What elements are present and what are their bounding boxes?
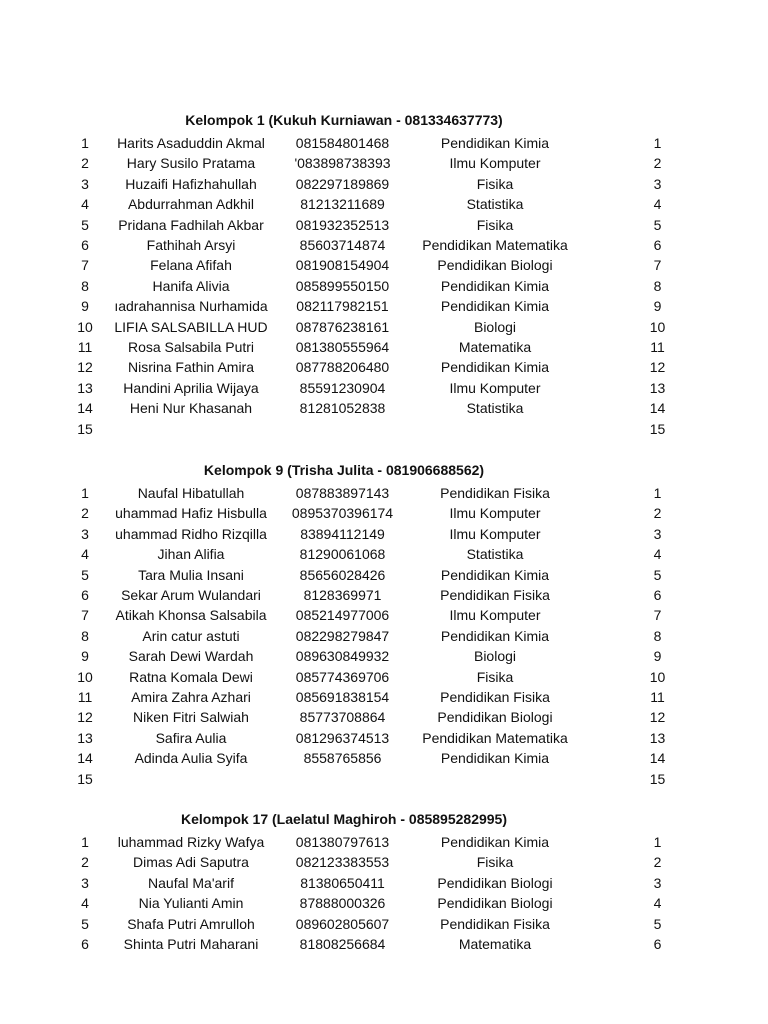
phone-number (280, 419, 405, 439)
row-index: 11 (650, 339, 665, 355)
row-index: 4 (653, 895, 662, 912)
row-number: 7 (81, 257, 89, 274)
table-row (0, 276, 768, 296)
member-name: Heni Nur Khasanah (129, 400, 253, 417)
table-row (0, 153, 768, 173)
row-index: 10 (649, 318, 666, 335)
study-program: Pendidikan Kimia (440, 627, 550, 644)
study-program: Fisika (476, 216, 514, 233)
table-row (0, 255, 768, 275)
member-name: Harits Asaduddin Akmal (117, 135, 265, 151)
phone-number: 85591230904 (299, 379, 386, 396)
phone-number: 087883897143 (295, 485, 390, 501)
study-program: Ilmu Komputer (449, 379, 541, 396)
group-title: Kelompok 1 (Kukuh Kurniawan - 081334637773) (185, 112, 503, 128)
table-row (0, 646, 768, 666)
table-row (0, 357, 768, 377)
study-program: Pendidikan Kimia (440, 298, 550, 315)
row-index: 2 (653, 505, 662, 522)
row-number: 1 (81, 135, 89, 151)
row-index: 3 (653, 525, 662, 542)
table-row (0, 378, 768, 398)
member-name: Rosa Salsabila Putri (127, 339, 255, 355)
member-name (108, 769, 274, 789)
row-index: 11 (650, 689, 665, 705)
phone-number: 087788206480 (295, 359, 390, 376)
study-program: Matematika (458, 339, 532, 355)
table-row (0, 194, 768, 214)
row-index: 9 (653, 648, 662, 665)
table-row (0, 133, 768, 153)
study-program: Pendidikan Kimia (440, 277, 550, 294)
table-row (0, 174, 768, 194)
study-program: Ilmu Komputer (449, 607, 541, 624)
phone-number: 085899550150 (295, 277, 390, 294)
study-program: Fisika (476, 668, 514, 685)
phone-number: 082123383553 (295, 854, 390, 871)
member-name: Huzaifi Hafizhahullah (125, 175, 257, 192)
row-index: 4 (653, 196, 662, 213)
phone-number: 81808256684 (299, 936, 386, 952)
table-row (0, 893, 768, 913)
row-number: 1 (81, 834, 89, 850)
table-row (0, 626, 768, 646)
member-name: Safira Aulia (155, 729, 227, 746)
phone-number: 0895370396174 (291, 505, 394, 522)
phone-number: 85656028426 (299, 566, 386, 583)
phone-number: 8558765856 (303, 750, 382, 767)
row-number: 2 (81, 155, 89, 172)
group-title: Kelompok 17 (Laelatul Maghiroh - 085895282995) (180, 811, 507, 827)
row-number: 15 (77, 770, 93, 787)
phone-number: 87888000326 (299, 895, 386, 912)
row-number: 14 (77, 400, 93, 417)
member-name: Niken Fitri Salwiah (133, 709, 249, 726)
row-number: 2 (81, 505, 89, 522)
table-row (0, 852, 768, 872)
table-row (0, 215, 768, 235)
phone-number: 087876238161 (295, 318, 390, 335)
study-program: Statistika (466, 546, 524, 563)
member-name: Atikah Khonsa Salsabila (115, 607, 267, 624)
table-row (0, 337, 768, 357)
row-number: 3 (81, 525, 89, 542)
member-name: Nia Yulianti Amin (138, 895, 244, 912)
member-name: Felana Afifah (150, 257, 232, 274)
member-name: Jihan Alifia (157, 546, 225, 563)
phone-number: 089602805607 (295, 915, 390, 932)
row-index: 7 (653, 257, 662, 274)
study-program: Matematika (458, 936, 532, 952)
phone-number: 8128369971 (303, 587, 382, 603)
table-row (0, 503, 768, 523)
member-name: uhammad Hafiz Hisbulla (115, 505, 267, 522)
member-name: Pridana Fadhilah Akbar (118, 216, 264, 233)
row-number: 2 (81, 854, 89, 871)
table-row (0, 832, 768, 852)
group-title: Kelompok 9 (Trisha Julita - 081906688562) (203, 462, 485, 478)
study-program: Pendidikan Biologi (437, 709, 553, 726)
table-row (0, 398, 768, 418)
phone-number: 85603714874 (299, 237, 386, 253)
row-number: 4 (81, 895, 89, 912)
row-index: 15 (649, 420, 666, 437)
row-number: 13 (77, 379, 93, 396)
member-name: Naufal Ma'arif (148, 874, 234, 891)
row-number: 15 (77, 420, 93, 437)
table-row (0, 419, 768, 439)
table-row (0, 728, 768, 748)
study-program: Pendidikan Fisika (440, 485, 550, 501)
member-name: Nisrina Fathin Amira (127, 359, 255, 376)
study-program: Pendidikan Biologi (437, 895, 553, 912)
row-number: 12 (77, 359, 93, 376)
row-number: 9 (81, 298, 89, 315)
phone-number (280, 769, 405, 789)
table-row (0, 934, 768, 954)
table-row (0, 296, 768, 316)
study-program: Pendidikan Kimia (440, 750, 550, 767)
phone-number: 082298279847 (295, 627, 390, 644)
row-number: 4 (81, 196, 89, 213)
row-index: 1 (653, 135, 662, 151)
row-index: 12 (649, 709, 666, 726)
phone-number: 85773708864 (299, 709, 386, 726)
member-name: Handini Aprilia Wijaya (123, 379, 259, 396)
row-number: 5 (81, 915, 89, 932)
row-index: 8 (653, 277, 662, 294)
row-number: 1 (81, 485, 89, 501)
table-row (0, 524, 768, 544)
row-number: 5 (81, 216, 89, 233)
row-index: 14 (649, 750, 666, 767)
row-index: 13 (649, 729, 666, 746)
row-index: 14 (649, 400, 666, 417)
phone-number: 83894112149 (300, 525, 385, 542)
phone-number: 81380650411 (300, 874, 385, 891)
row-number: 3 (81, 175, 89, 192)
phone-number: 081380797613 (295, 834, 390, 850)
phone-number: 085214977006 (295, 607, 390, 624)
study-program: Pendidikan Biologi (437, 257, 553, 274)
member-name: Ratna Komala Dewi (129, 668, 253, 685)
study-program: Ilmu Komputer (449, 525, 541, 542)
table-row (0, 317, 768, 337)
row-number: 13 (77, 729, 93, 746)
study-program: Biologi (473, 648, 517, 665)
row-number: 9 (81, 648, 89, 665)
study-program: Fisika (476, 854, 514, 871)
member-name: Naufal Hibatullah (137, 485, 245, 501)
phone-number: 081584801468 (295, 135, 390, 151)
phone-number: 081932352513 (295, 216, 390, 233)
phone-number: 81281052838 (299, 400, 386, 417)
row-index: 15 (649, 770, 666, 787)
study-program (410, 419, 580, 439)
study-program: Pendidikan Matematika (422, 237, 568, 253)
row-number: 6 (81, 936, 89, 952)
row-index: 5 (653, 566, 662, 583)
member-name: Tara Mulia Insani (138, 566, 244, 583)
row-index: 6 (653, 936, 662, 952)
row-index: 6 (653, 587, 662, 603)
row-number: 7 (81, 607, 89, 624)
row-number: 11 (77, 689, 93, 705)
table-row (0, 667, 768, 687)
study-program: Pendidikan Kimia (440, 359, 550, 376)
member-name: Abdurrahman Adkhil (127, 196, 255, 213)
phone-number: 081380555964 (295, 339, 390, 355)
study-program: Statistika (466, 400, 524, 417)
row-index: 8 (653, 627, 662, 644)
row-index: 2 (653, 155, 662, 172)
phone-number: 81213211689 (300, 196, 385, 213)
study-program: Pendidikan Kimia (440, 135, 550, 151)
row-index: 13 (649, 379, 666, 396)
member-name: Adinda Aulia Syifa (134, 750, 248, 767)
phone-number: 089630849932 (295, 648, 390, 665)
row-index: 7 (653, 607, 662, 624)
row-number: 11 (77, 339, 93, 355)
row-index: 12 (649, 359, 666, 376)
study-program: Ilmu Komputer (449, 505, 541, 522)
phone-number: 085774369706 (295, 668, 390, 685)
table-row (0, 544, 768, 564)
study-program: Fisika (476, 175, 514, 192)
study-program: Biologi (473, 318, 517, 335)
member-name: Hanifa Alivia (152, 277, 230, 294)
row-number: 12 (77, 709, 93, 726)
study-program: Pendidikan Fisika (440, 587, 550, 603)
table-row (0, 483, 768, 503)
row-index: 3 (653, 874, 662, 891)
member-name: Arin catur astuti (142, 627, 240, 644)
row-index: 3 (653, 175, 662, 192)
row-index: 5 (653, 915, 662, 932)
row-number: 4 (81, 546, 89, 563)
study-program: Pendidikan Fisika (440, 915, 550, 932)
table-row (0, 748, 768, 768)
phone-number: 082117982151 (296, 298, 389, 315)
member-name: ıadrahannisa Nurhamida (114, 298, 268, 315)
table-row (0, 873, 768, 893)
member-name: uhammad Ridho Rizqilla (115, 525, 267, 542)
row-index: 6 (653, 237, 662, 253)
row-number: 14 (77, 750, 93, 767)
table-row (0, 565, 768, 585)
study-program: Pendidikan Matematika (422, 729, 568, 746)
row-index: 4 (653, 546, 662, 563)
row-index: 2 (653, 854, 662, 871)
row-number: 6 (81, 587, 89, 603)
member-name (108, 419, 274, 439)
study-program: Pendidikan Fisika (440, 689, 550, 705)
phone-number: 085691838154 (295, 689, 390, 705)
table-row (0, 769, 768, 789)
member-name: Amira Zahra Azhari (131, 689, 251, 705)
table-row (0, 707, 768, 727)
member-name: Hary Susilo Pratama (126, 155, 256, 172)
row-number: 10 (77, 668, 93, 685)
study-program: Pendidikan Kimia (440, 834, 550, 850)
member-name: Sarah Dewi Wardah (128, 648, 254, 665)
phone-number: '083898738393 (294, 155, 391, 172)
member-name: Shinta Putri Maharani (123, 936, 259, 952)
phone-number: 81290061068 (299, 546, 386, 563)
member-name: Dimas Adi Saputra (133, 854, 249, 871)
phone-number: 081908154904 (295, 257, 390, 274)
row-index: 9 (653, 298, 662, 315)
member-name: luhammad Rizky Wafya (117, 834, 265, 850)
study-program: Ilmu Komputer (449, 155, 541, 172)
study-program: Statistika (466, 196, 524, 213)
table-row (0, 914, 768, 934)
row-index: 1 (653, 485, 662, 501)
row-number: 5 (81, 566, 89, 583)
row-index: 5 (653, 216, 662, 233)
row-number: 10 (77, 318, 93, 335)
row-number: 8 (81, 627, 89, 644)
member-name: Fathihah Arsyi (146, 237, 236, 253)
row-number: 6 (81, 237, 89, 253)
member-name: Sekar Arum Wulandari (121, 587, 261, 603)
table-row (0, 605, 768, 625)
table-row (0, 235, 768, 255)
study-program: Pendidikan Kimia (440, 566, 550, 583)
row-index: 10 (649, 668, 666, 685)
member-name: LIFIA SALSABILLA HUD (114, 318, 268, 335)
study-program (410, 769, 580, 789)
row-number: 3 (81, 874, 89, 891)
study-program: Pendidikan Biologi (437, 874, 553, 891)
member-name: Shafa Putri Amrulloh (127, 915, 255, 932)
table-row (0, 687, 768, 707)
row-index: 1 (653, 834, 662, 850)
phone-number: 082297189869 (295, 175, 390, 192)
table-row (0, 585, 768, 605)
row-number: 8 (81, 277, 89, 294)
phone-number: 081296374513 (295, 729, 390, 746)
